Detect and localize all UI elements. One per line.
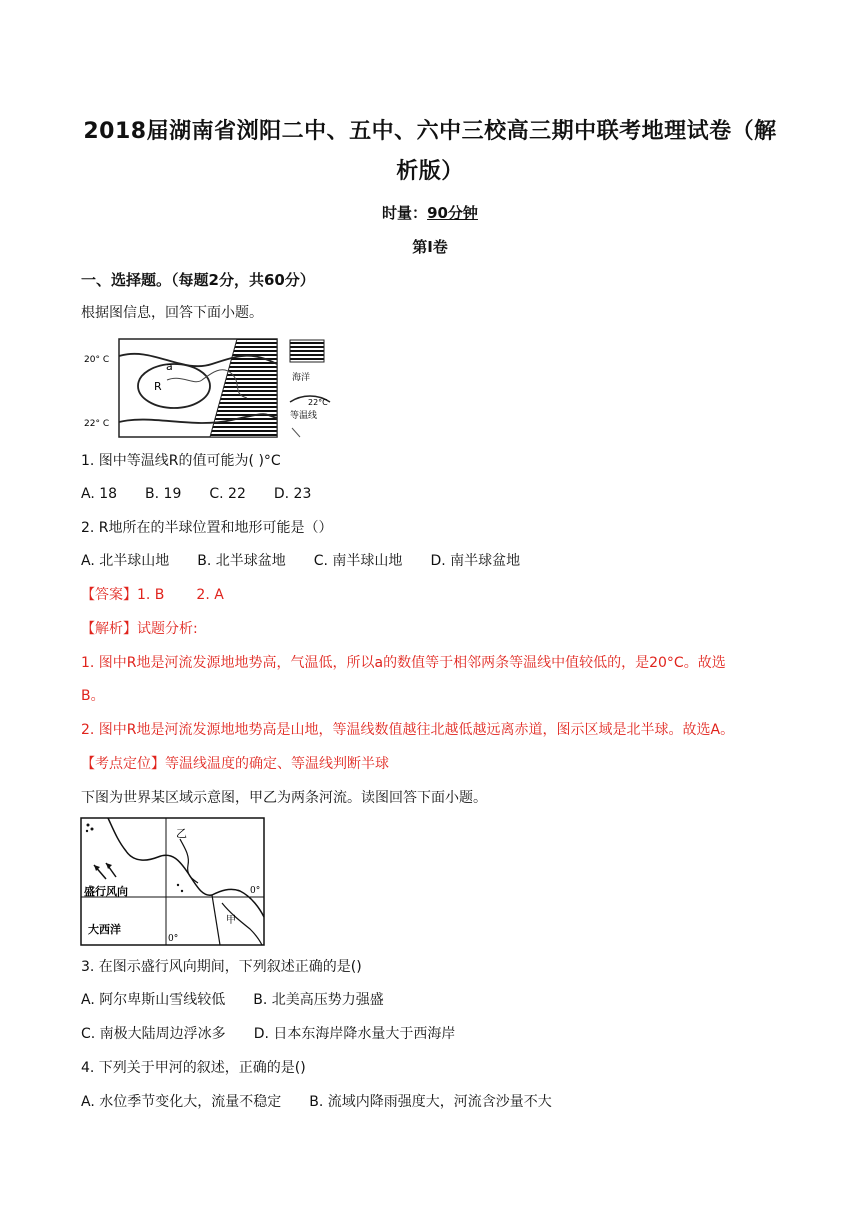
exam-duration bbox=[0, 202, 860, 223]
legend-isotherm-label: 等温线 bbox=[290, 411, 318, 421]
analysis-1-line-1: 1. 图中R地是河流发源地地势高，气温低，所以a的数值等于相邻两条等温线中值较低的，是20°C。故选 bbox=[81, 655, 726, 671]
q1-option-b[interactable]: B. 19 bbox=[145, 486, 182, 502]
q3-option-a[interactable]: A. 阿尔卑斯山雪线较低 bbox=[81, 992, 226, 1008]
legend-isotherm-value: 22°C bbox=[308, 398, 328, 407]
q2-option-b[interactable]: B. 北半球盆地 bbox=[197, 553, 286, 569]
answer-line bbox=[81, 585, 224, 605]
label-zero-lat: 0° bbox=[250, 886, 261, 896]
kaodian-text: 等温线温度的确定、等温线判断半球 bbox=[165, 756, 389, 772]
legend-ocean-label: 海洋 bbox=[292, 373, 311, 383]
label-prevailing-wind: 盛行风向 bbox=[84, 885, 128, 898]
question-1-options bbox=[81, 484, 339, 504]
q2-option-c[interactable]: C. 南半球山地 bbox=[313, 553, 403, 569]
analysis-2: 2. 图中R地是河流发源地地势高是山地，等温线数值越往北越低越远离赤道，图示区域是北半球。故选A。 bbox=[81, 722, 735, 738]
intro-text-2: 下图为世界某区域示意图，甲乙为两条河流。读图回答下面小题。 bbox=[81, 790, 487, 806]
q1-option-c[interactable]: C. 22 bbox=[209, 486, 246, 502]
question-2: 2. R地所在的半球位置和地形可能是（） bbox=[81, 520, 333, 536]
q1-option-d[interactable]: D. 23 bbox=[273, 486, 312, 502]
document-title bbox=[60, 112, 800, 192]
label-atlantic: 大西洋 bbox=[88, 923, 121, 936]
kaodian-line bbox=[81, 754, 389, 774]
label-R: R bbox=[154, 380, 162, 393]
answer-label: 【答案】 bbox=[81, 587, 137, 603]
label-20c: 20° C bbox=[84, 355, 110, 365]
section-heading: 一、选择题。（每题2分，共60分） bbox=[81, 271, 315, 289]
answer-text-1: 1. B bbox=[137, 587, 165, 603]
question-1: 1. 图中等温线R的值可能为( )°C bbox=[81, 453, 281, 469]
label-a: a bbox=[166, 360, 173, 373]
kaodian-label: 【考点定位】 bbox=[81, 756, 165, 772]
q1-option-a[interactable]: A. 18 bbox=[81, 486, 118, 502]
q4-option-a[interactable]: A. 水位季节变化大，流量不稳定 bbox=[81, 1094, 282, 1110]
label-22c: 22° C bbox=[84, 419, 110, 429]
q2-option-a[interactable]: A. 北半球山地 bbox=[81, 553, 170, 569]
legend-ocean-swatch bbox=[290, 340, 324, 362]
time-label: 时量： bbox=[382, 204, 428, 222]
label-zero-lon: 0° bbox=[168, 934, 179, 944]
title-line-2: 析版） bbox=[396, 159, 464, 184]
time-value: 90分钟 bbox=[427, 204, 478, 222]
q3-option-d[interactable]: D. 日本东海岸降水量大于西海岸 bbox=[253, 1026, 456, 1042]
question-4: 4. 下列关于甲河的叙述，正确的是() bbox=[81, 1060, 306, 1076]
label-jia: 甲 bbox=[226, 915, 236, 926]
question-3: 3. 在图示盛行风向期间，下列叙述正确的是() bbox=[81, 959, 362, 975]
analysis-1-line-2: B。 bbox=[81, 688, 105, 704]
intro-text-1: 根据图信息，回答下面小题。 bbox=[81, 305, 263, 321]
question-3-options-row-2 bbox=[81, 1024, 483, 1044]
q3-option-b[interactable]: B. 北美高压势力强盛 bbox=[253, 992, 384, 1008]
q3-option-c[interactable]: C. 南极大陆周边浮冰多 bbox=[81, 1026, 226, 1042]
q4-option-b[interactable]: B. 流域内降雨强度大，河流含沙量不大 bbox=[309, 1094, 552, 1110]
question-4-options-row-1 bbox=[81, 1092, 580, 1112]
volume-heading: 第Ⅰ卷 bbox=[412, 238, 448, 256]
analysis-text: 试题分析: bbox=[137, 621, 198, 637]
isotherm-map-figure bbox=[82, 334, 354, 440]
analysis-heading bbox=[81, 619, 198, 639]
analysis-label: 【解析】 bbox=[81, 621, 137, 637]
title-line-1: 2018届湖南省浏阳二中、五中、六中三校高三期中联考地理试卷（解 bbox=[83, 119, 777, 144]
answer-text-2: 2. A bbox=[196, 587, 224, 603]
question-2-options bbox=[81, 551, 548, 571]
world-region-map-figure bbox=[80, 817, 266, 947]
q2-option-d[interactable]: D. 南半球盆地 bbox=[430, 553, 521, 569]
question-3-options-row-1 bbox=[81, 990, 412, 1010]
label-yi: 乙 bbox=[176, 827, 187, 840]
